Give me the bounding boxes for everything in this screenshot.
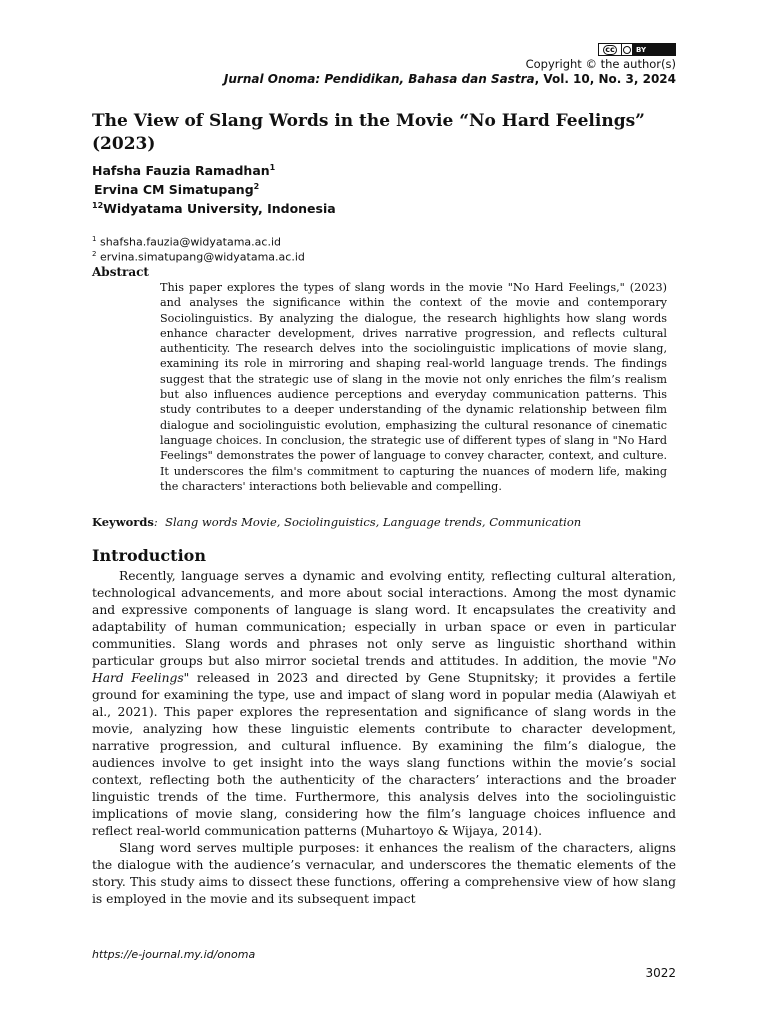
intro-paragraph-2: Slang word serves multiple purposes: it enhances the realism of the characters, aligns the dialogue with the audience’s vernacular, and underscores the thematic elements of the story. This study aims to dissect these functions, offering a comprehensive view of how slang is employed in the movie and its subsequent impact — [92, 841, 676, 906]
keywords-text: Slang words Movie, Sociolinguistics, Language trends, Communication — [165, 515, 582, 529]
author-name: Ervina CM Simatupang — [94, 182, 254, 198]
cc-by-license-badge — [598, 43, 676, 56]
author-name: Hafsha Fauzia Ramadhan — [92, 163, 270, 179]
keywords-label: Keywords — [92, 515, 154, 529]
attribution-person-icon — [622, 44, 632, 55]
journal-citation — [224, 72, 676, 86]
journal-volume: , Vol. 10, No. 3, 2024 — [534, 72, 676, 86]
email-sup: 1 — [92, 235, 97, 243]
abstract-text: This paper explores the types of slang words in the movie "No Hard Feelings," (2023) and analyses the significance within the context of the movie and contemporary Sociolinguistics. By analyzing the dialogue, the research highlights how slang words enhance character development, drives narrative progression, and reflects cultural authenticity. The research delves into the sociolinguistic implications of movie slang, examining its role in mirroring and shaping real-world language trends. The findings suggest that the strategic use of slang in the movie not only enriches the film’s realism but also influences audience perceptions and everyday communication patterns. This study contributes to a deeper understanding of the dynamic relationship between film dialogue and sociolinguistic evolution, emphasizing the cultural resonance of cinematic language choices. In conclusion, the strategic use of different types of slang in "No Hard Feelings" demonstrates the power of language to convey character, context, and culture. It underscores the film's commitment to capturing the nuances of modern life, making the characters' interactions both believable and compelling. — [160, 281, 667, 493]
paper-title: The View of Slang Words in the Movie “No Hard Feelings” (2023) — [92, 111, 645, 154]
license-by-label: BY — [632, 44, 675, 55]
intro-paragraph-1: Recently, language serves a dynamic and evolving entity, reflecting cultural alteration, technological advancements, and more about social interactions. Among the most dynamic and expressive components of language is slang word. It encapsulates the creativity and adaptability of human communication; especially in urban space or even in particular communities. Slang words and phrases not only serve as linguistic shorthand within particular groups but also mirror societal trends and attitudes. In addition, the movie "No Hard Feelings" released in 2023 and directed by Gene Stupnitsky; it provides a fertile ground for examining the type, use and impact of slang word in popular media (Alawiyah et al., 2021). This paper explores the representation and significance of slang words in the movie, analyzing how these linguistic elements contribute to character development, narrative progression, and cultural influence. By examining the film’s dialogue, the audiences involve to get insight into the ways slang functions within the movie’s social context, reflecting both the authenticity of the characters’ interactions and the broader linguistic trends of the time. Furthermore, this analysis delves into the sociolinguistic implications of movie slang, considering how the film’s language choices influence and reflect real-world communication patterns (Muhartoyo & Wijaya, 2014). — [92, 569, 676, 838]
journal-name: Jurnal Onoma: Pendidikan, Bahasa dan Sastra — [223, 72, 535, 86]
author-2 — [94, 182, 259, 197]
cc-icon: cc — [599, 44, 622, 55]
introduction-body — [92, 568, 676, 908]
abstract-heading: Abstract — [92, 265, 149, 279]
email-address[interactable]: ervina.simatupang@widyatama.ac.id — [99, 250, 305, 264]
email-sup: 2 — [92, 250, 97, 258]
page-number: 3022 — [645, 966, 676, 980]
affiliation-sup: 12 — [92, 201, 104, 210]
email-2[interactable] — [92, 250, 305, 264]
copyright-notice: Copyright © the author(s) — [525, 57, 676, 71]
email-1[interactable] — [92, 235, 281, 249]
introduction-heading: Introduction — [92, 546, 206, 565]
email-address[interactable]: shafsha.fauzia@widyatama.ac.id — [99, 235, 281, 249]
affiliation — [92, 201, 336, 216]
author-sup: 2 — [253, 182, 260, 191]
keywords-line: Keywords: Slang words Movie, Sociolinguistics, Language trends, Communication — [92, 515, 582, 529]
journal-url-link[interactable]: https://e-journal.my.id/onoma — [92, 948, 256, 961]
author-sup: 1 — [269, 163, 276, 172]
movie-title: "No Hard Feelings" — [92, 654, 676, 685]
author-1 — [92, 163, 275, 178]
affiliation-text: Widyatama University, Indonesia — [103, 201, 336, 217]
